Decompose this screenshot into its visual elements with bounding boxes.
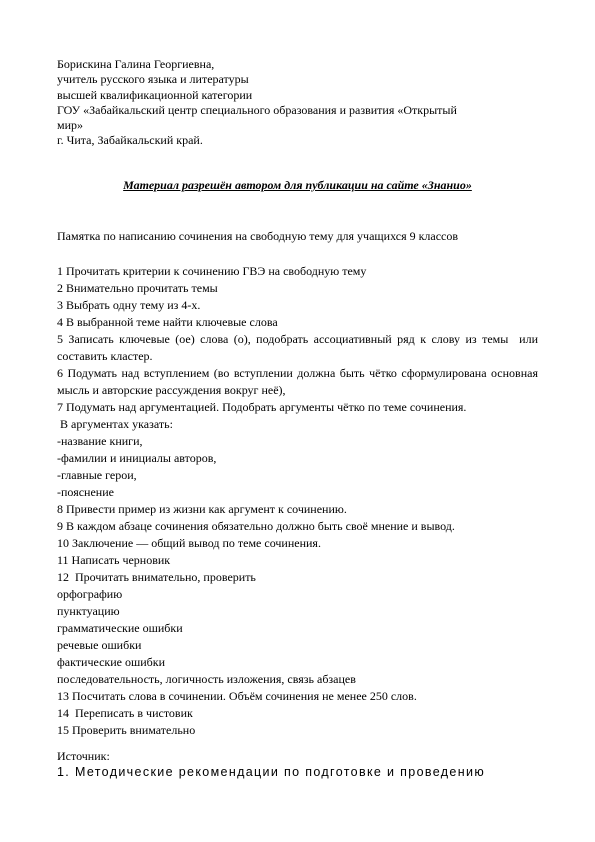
list-item: 7 Подумать над аргументацией. Подобрать аргументы чётко по теме сочинения. — [57, 400, 467, 414]
list-item: 10 Заключение — общий вывод по теме сочинения. — [57, 536, 321, 550]
author-block — [57, 57, 537, 149]
list-item: 4 В выбранной теме найти ключевые слова — [57, 315, 278, 329]
list-item: 11 Написать черновик — [57, 553, 171, 567]
list-item: 6 Подумать над вступлением (во вступлении должна быть чётко сформулирована основная мысль и авторские рассуждения вокруг неё), — [57, 366, 541, 397]
list-item: -фамилии и инициалы авторов, — [57, 451, 217, 465]
author-category: высшей квалификационной категории — [57, 87, 253, 102]
list-item: грамматические ошибки — [57, 621, 183, 635]
list-item: 2 Внимательно прочитать темы — [57, 281, 218, 295]
list-item: -пояснение — [57, 485, 114, 499]
list-item: фактические ошибки — [57, 655, 166, 669]
list-item: 14 Переписать в чистовик — [57, 706, 193, 720]
list-item: 13 Посчитать слова в сочинении. Объём сочинения не менее 250 слов. — [57, 689, 417, 703]
publication-notice: Материал разрешён автором для публикации на сайте «Знанио» — [123, 178, 472, 192]
list-item: 5 Записать ключевые (ое) слова (о), подобрать ассоциативный ряд к слову из темы или составить кластер. — [57, 332, 541, 363]
author-name: Борискина Галина Георгиевна, — [57, 57, 215, 71]
memo-title: Памятка по написанию сочинения на свободную тему для учащихся 9 классов — [57, 229, 459, 243]
list-item: 15 Проверить внимательно — [57, 723, 196, 737]
list-item: 12 Прочитать внимательно, проверить — [57, 570, 256, 584]
author-position: учитель русского языка и литературы — [57, 72, 249, 87]
list-item: орфографию — [57, 587, 123, 601]
list-item: пунктуацию — [57, 604, 120, 618]
list-item: речевые ошибки — [57, 638, 142, 652]
source-label: Источник: — [57, 749, 110, 763]
list-item: -главные герои, — [57, 468, 137, 482]
list-item: последовательность, логичность изложения, связь абзацев — [57, 672, 356, 686]
list-item: 3 Выбрать одну тему из 4-х. — [57, 298, 201, 312]
author-organization: ГОУ «Забайкальский центр специального образования и развития «Открытый — [57, 102, 457, 117]
list-item: 8 Привести пример из жизни как аргумент к сочинению. — [57, 502, 347, 516]
author-organization-cont: мир» — [57, 118, 84, 133]
author-city: г. Чита, Забайкальский край. — [57, 133, 203, 148]
memo-list — [57, 263, 541, 739]
list-item: В аргументах указать: — [57, 417, 173, 431]
list-item: 1 Прочитать критерии к сочинению ГВЭ на свободную тему — [57, 264, 367, 278]
list-item: 9 В каждом абзаце сочинения обязательно должно быть своё мнение и вывод. — [57, 519, 455, 533]
source-item: 1. Методические рекомендации по подготовке и проведению — [57, 765, 486, 779]
list-item: -название книги, — [57, 434, 143, 448]
